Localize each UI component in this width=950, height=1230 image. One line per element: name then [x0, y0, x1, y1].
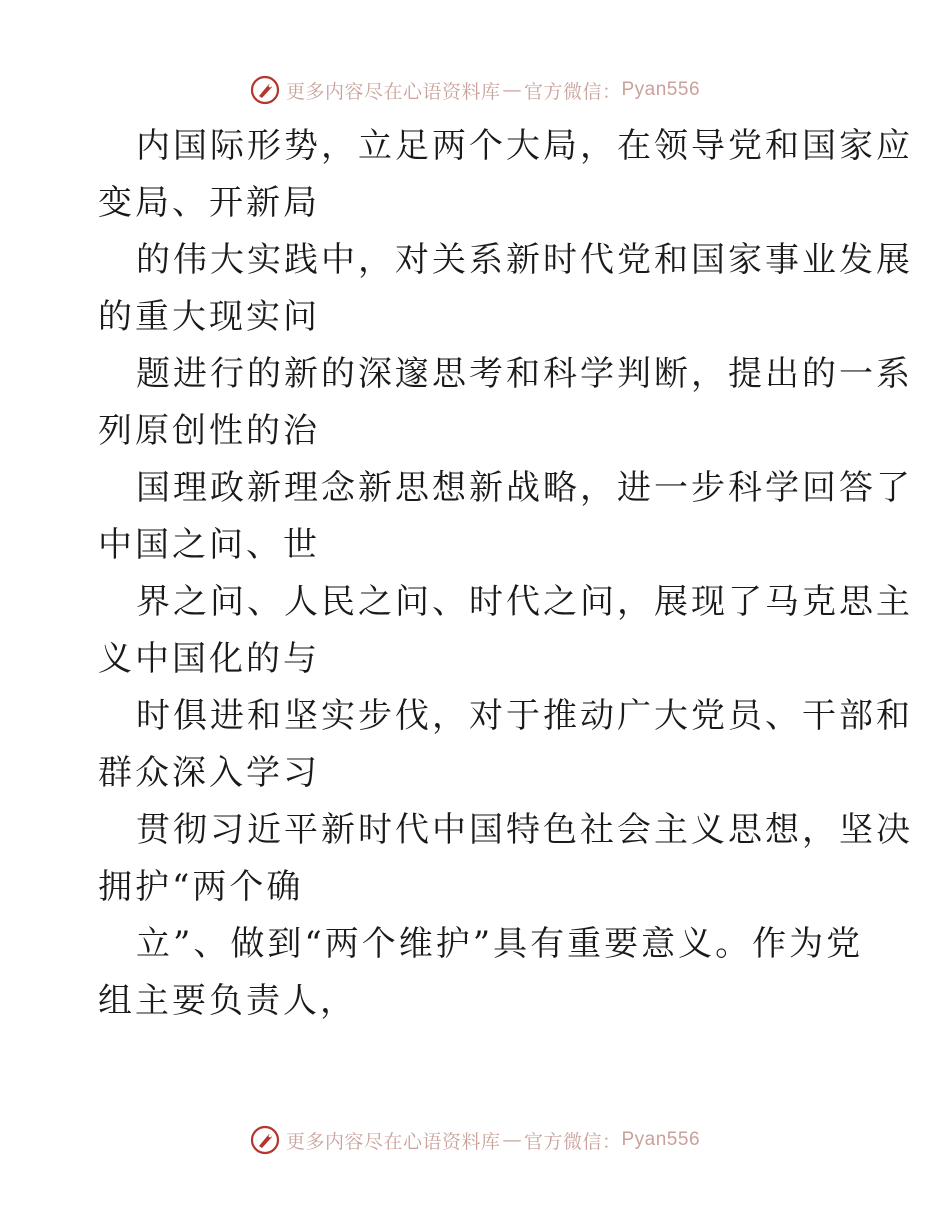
pen-nib-logo-icon	[250, 75, 280, 105]
paragraph-line: 国理政新理念新思想新战略，进一步科学回答了	[136, 468, 913, 508]
paragraph	[98, 460, 913, 574]
paragraph-line: 义中国化的与	[98, 639, 320, 679]
paragraph	[98, 346, 913, 460]
footer-watermark	[0, 1120, 950, 1160]
paragraph-line: 题进行的新的深邃思考和科学判断，提出的一系	[136, 354, 913, 394]
document-body	[98, 118, 913, 1030]
watermark-separator: —	[502, 1129, 522, 1151]
paragraph	[98, 802, 913, 916]
paragraph-line: 组主要负责人，	[98, 981, 357, 1021]
paragraph-line: 界之问、人民之问、时代之问，展现了马克思主	[136, 582, 913, 622]
paragraph-line: 的伟大实践中，对关系新时代党和国家事业发展	[136, 240, 913, 280]
paragraph	[98, 574, 913, 688]
watermark-wechat-id: Pyan556	[621, 1129, 701, 1150]
watermark-text: 更多内容尽在心语资料库	[285, 80, 501, 103]
paragraph-line: 拥护“两个确	[98, 867, 304, 907]
paragraph	[98, 232, 913, 346]
paragraph-line: 列原创性的治	[98, 411, 320, 451]
paragraph-line: 时俱进和坚实步伐，对于推动广大党员、干部和	[136, 696, 913, 736]
paragraph	[98, 118, 913, 232]
paragraph-line: 变局、开新局	[98, 183, 320, 223]
watermark-separator: —	[502, 79, 522, 101]
header-watermark	[0, 70, 950, 110]
watermark-text: 更多内容尽在心语资料库	[285, 1130, 501, 1153]
paragraph-line: 的重大现实问	[98, 297, 320, 337]
paragraph-line: 立”、做到“两个维护”具有重要意义。作为党	[136, 924, 864, 964]
paragraph-line: 中国之问、世	[98, 525, 320, 565]
watermark-wechat-label: 官方微信：	[523, 80, 622, 103]
watermark-wechat-label: 官方微信：	[523, 1130, 622, 1153]
watermark-wechat-id: Pyan556	[621, 79, 701, 100]
paragraph-line: 内国际形势，立足两个大局，在领导党和国家应	[136, 126, 913, 166]
pen-nib-logo-icon	[250, 1125, 280, 1155]
paragraph	[98, 688, 913, 802]
paragraph	[98, 916, 864, 1030]
paragraph-line: 贯彻习近平新时代中国特色社会主义思想，坚决	[136, 810, 913, 850]
paragraph-line: 群众深入学习	[98, 753, 320, 793]
